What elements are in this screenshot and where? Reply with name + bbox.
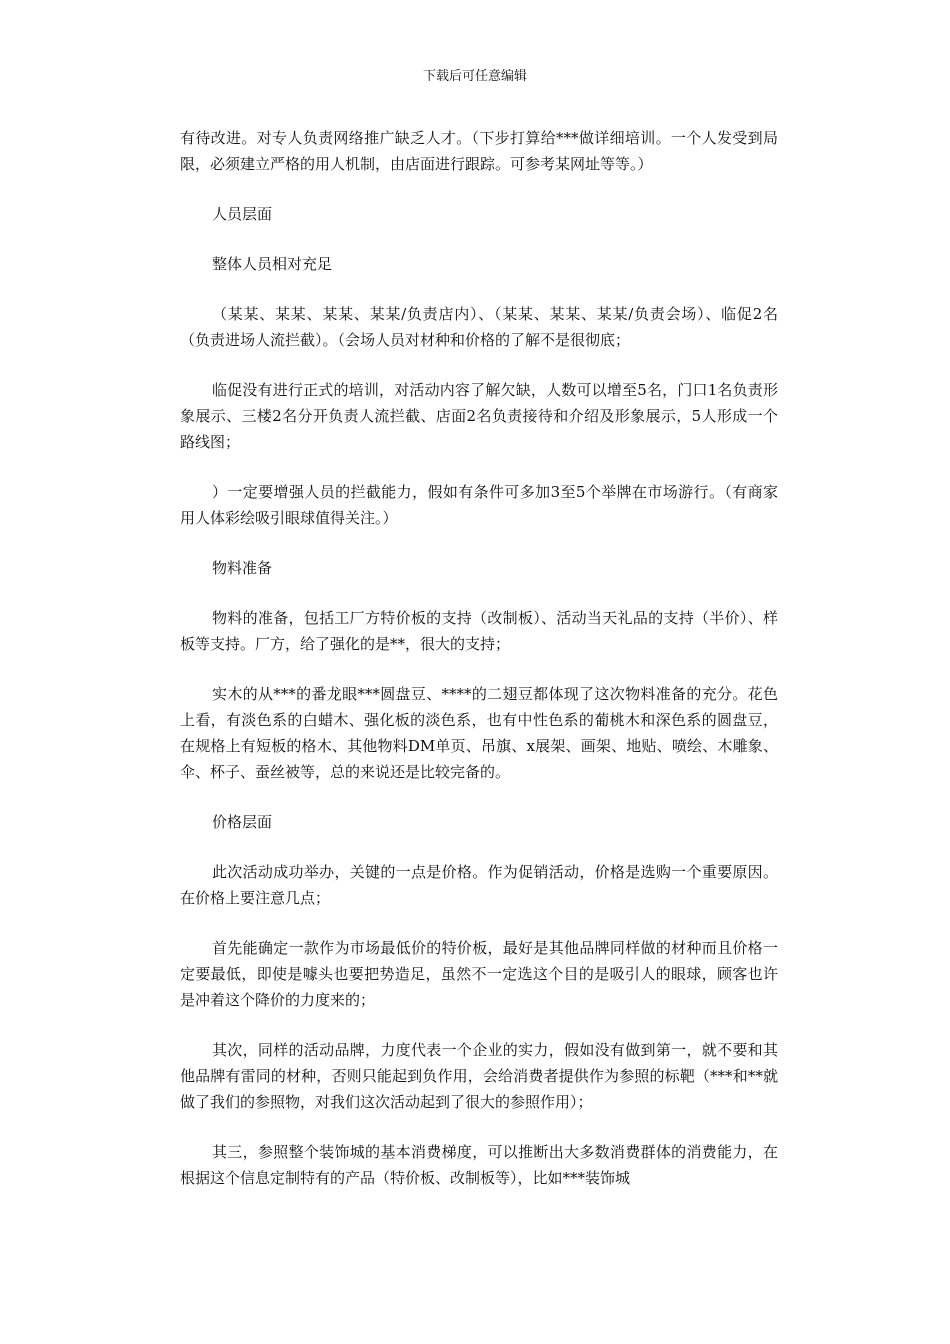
paragraph-materials-detail: 实木的从***的番龙眼***圆盘豆、****的二翅豆都体现了这次物料准备的充分。花色上看，有淡色系的白蜡木、强化板的淡色系，也有中性色系的葡桃木和深色系的圆盘豆，在规格上有短板的格木、其他物料DM单页、吊旗、x展架、画架、地贴、喷绘、木雕象、伞、杯子、蚕丝被等，总的来说还是比较完备的。 [180, 685, 778, 781]
paragraph-interception-ability: ）一定要增强人员的拦截能力，假如有条件可多加3至5个举牌在市场游行。（有商家用人体彩绘吸引眼球值得关注。） [180, 483, 778, 527]
section-heading-pricing: 价格层面 [212, 813, 273, 831]
paragraph-materials-support: 物料的准备，包括工厂方特价板的支持（改制板）、活动当天礼品的支持（半价）、样板等支持。厂方，给了强化的是**，很大的支持； [180, 609, 778, 653]
paragraph-pricing-intro: 此次活动成功举办，关键的一点是价格。作为促销活动，价格是选购一个重要原因。在价格上要注意几点； [180, 863, 778, 907]
paragraph-staff-list: （某某、某某、某某、某某/负责店内）、（某某、某某、某某/负责会场）、临促2名（负责进场人流拦截）。（会场人员对材种和价格的了解不是很彻底； [180, 305, 778, 349]
section-heading-materials: 物料准备 [212, 559, 273, 577]
paragraph-staffing-summary: 整体人员相对充足 [212, 255, 333, 273]
document-body [180, 125, 778, 1215]
page-header-note: 下载后可任意编辑 [422, 69, 527, 84]
paragraph-temp-staff-training: 临促没有进行正式的培训，对活动内容了解欠缺，人数可以增至5名，门口1名负责形象展示、三楼2名分开负责人流拦截、店面2名负责接待和介绍及形象展示，5人形成一个路线图； [180, 381, 778, 451]
paragraph-pricing-third: 其三，参照整个装饰城的基本消费梯度，可以推断出大多数消费群体的消费能力，在根据这个信息定制特有的产品（特价板、改制板等），比如***装饰城 [180, 1143, 778, 1187]
paragraph-pricing-first: 首先能确定一款作为市场最低价的特价板，最好是其他品牌同样做的材种而且价格一定要最低，即使是噱头也要把势造足，虽然不一定选这个目的是吸引人的眼球，顾客也许是冲着这个降价的力度来的； [180, 939, 778, 1009]
paragraph-pricing-second: 其次，同样的活动品牌，力度代表一个企业的实力，假如没有做到第一，就不要和其他品牌有雷同的材种，否则只能起到负作用，会给消费者提供作为参照的标靶（***和**就做了我们的参照物，对我们这次活动起到了很大的参照作用）； [180, 1041, 778, 1111]
paragraph-continuation: 有待改进。对专人负责网络推广缺乏人才。（下步打算给***做详细培训。一个人发受到局限，必须建立严格的用人机制，由店面进行跟踪。可参考某网址等等。） [180, 129, 778, 173]
section-heading-personnel: 人员层面 [212, 205, 273, 223]
